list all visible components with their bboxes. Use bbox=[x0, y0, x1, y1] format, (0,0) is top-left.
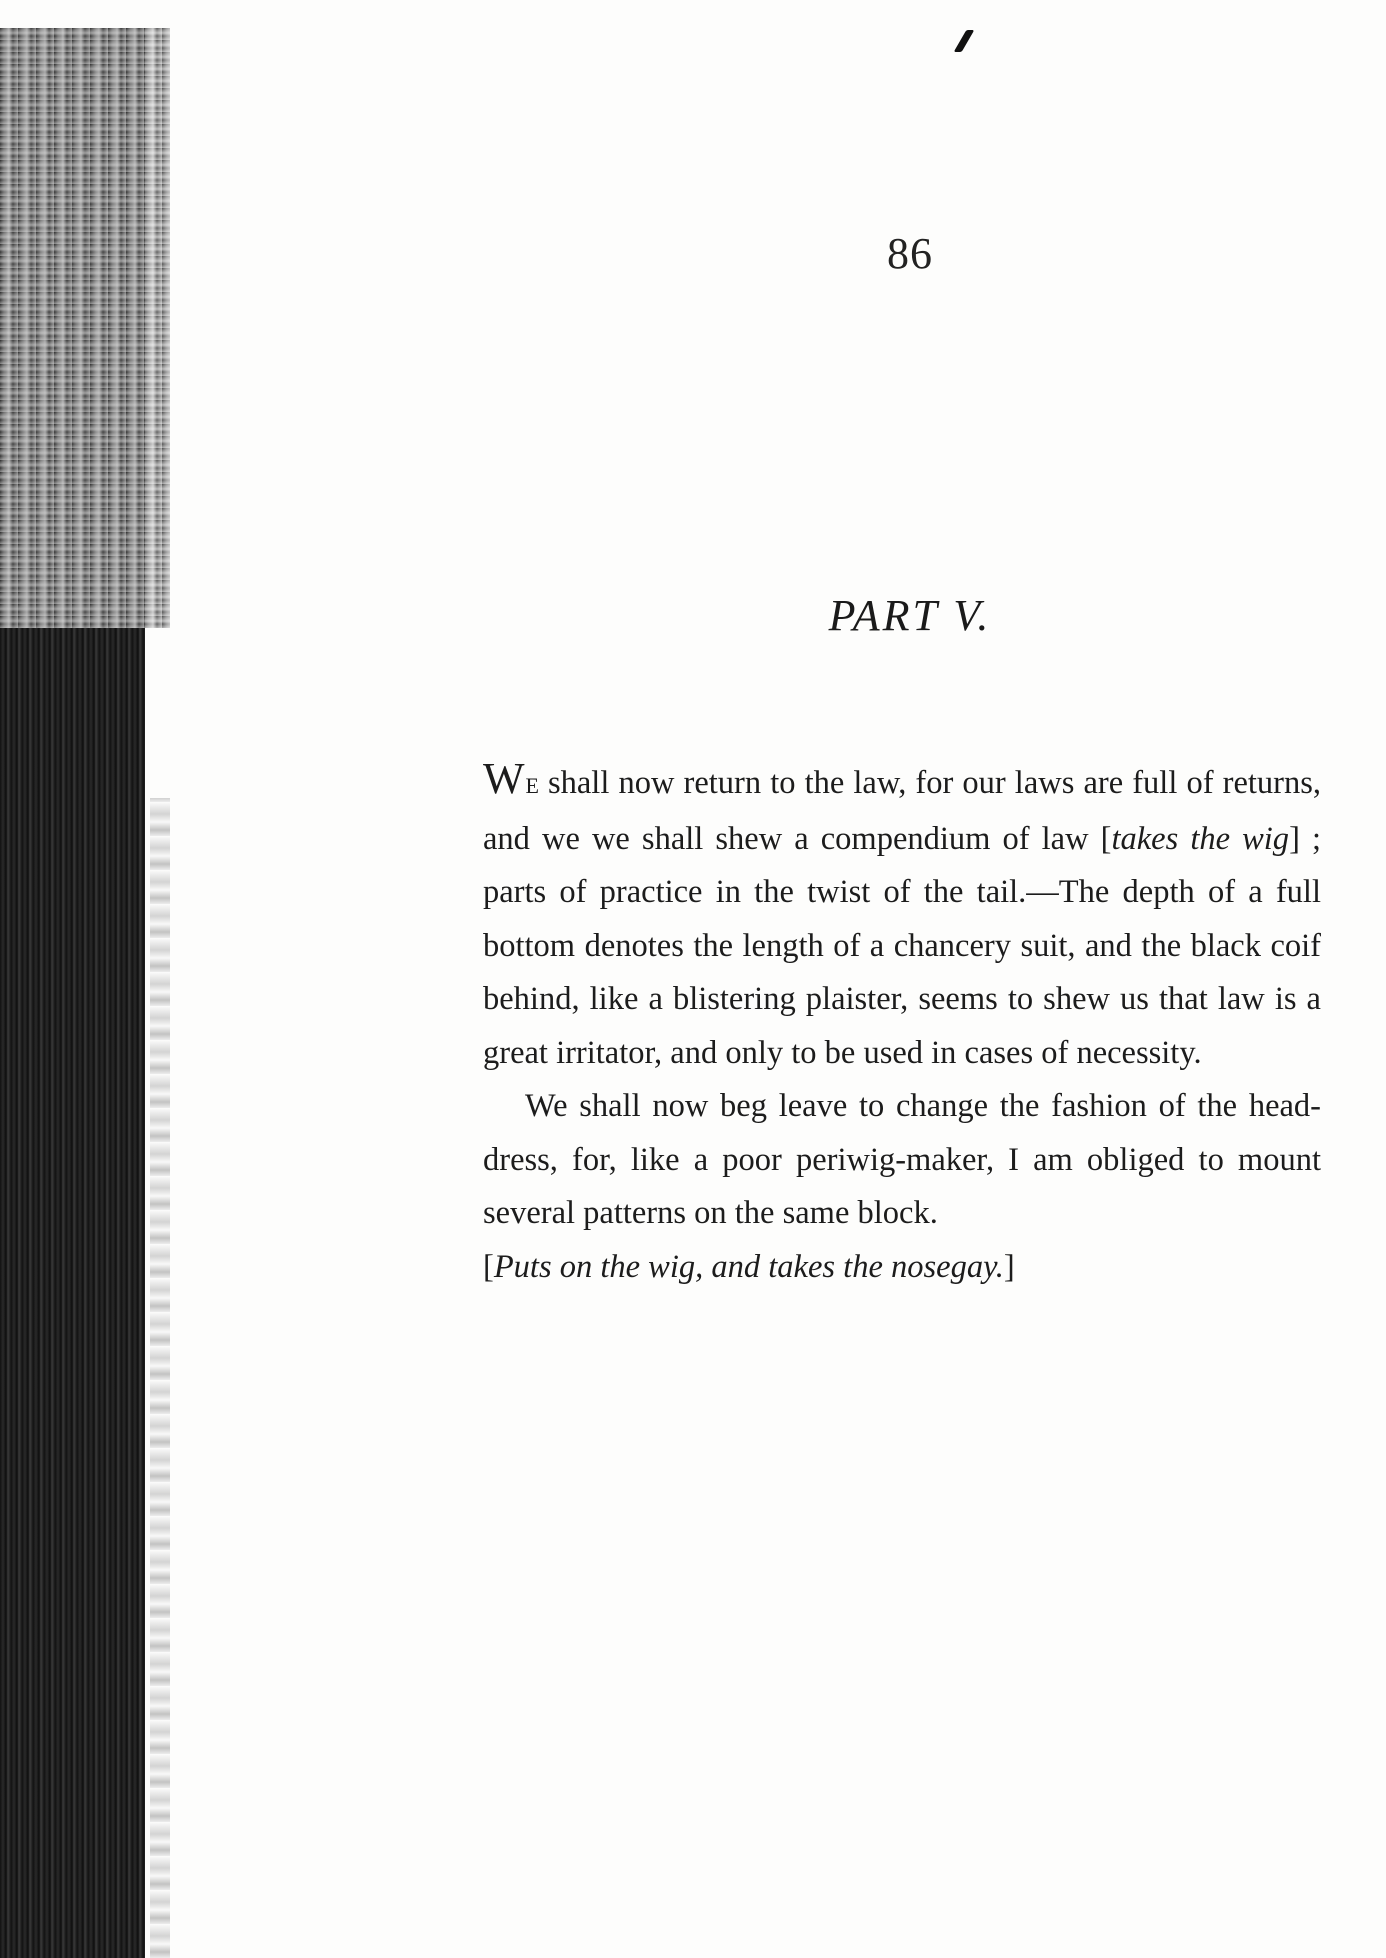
binding-light-bar bbox=[150, 798, 170, 1958]
inline-stage-direction: takes the wig bbox=[1111, 820, 1290, 857]
paragraph-1-text-b: parts of practice in the twist of the tail.—The depth of a full bottom denotes the length of a chancery suit, and the black coif behind, like a blistering plaister, seems to shew us that law is a great irritator, and only to be used in cases of necessity. bbox=[483, 874, 1321, 1071]
scanned-binding-edge bbox=[0, 28, 170, 1958]
paragraph-1 bbox=[483, 752, 1321, 1080]
stage-direction-text: Puts on the wig, and takes the nosegay. bbox=[493, 1248, 1004, 1285]
stage-bracket-close: ] bbox=[1003, 1248, 1015, 1285]
page-number: 86 bbox=[887, 229, 933, 278]
paragraph-1-text-a: shall now return to the law, for our laws are full of returns, and we we shall shew a compendium of law bbox=[483, 765, 1321, 857]
bracket-close: ] ; bbox=[1289, 820, 1321, 857]
bracket-open: [ bbox=[1100, 820, 1112, 857]
paragraph-2: We shall now beg leave to change the fashion of the head-dress, for, like a poor periwig-maker, I am obliged to mount several patterns on the same block. bbox=[483, 1088, 1321, 1231]
small-cap: E bbox=[525, 773, 540, 798]
stage-bracket-open: [ bbox=[483, 1248, 494, 1285]
ink-mark bbox=[954, 30, 975, 52]
body-text bbox=[483, 752, 1321, 1294]
binding-speckle bbox=[0, 28, 170, 628]
stage-direction bbox=[483, 1241, 1321, 1295]
drop-cap: W bbox=[483, 754, 526, 803]
part-heading: PART V. bbox=[828, 591, 992, 640]
